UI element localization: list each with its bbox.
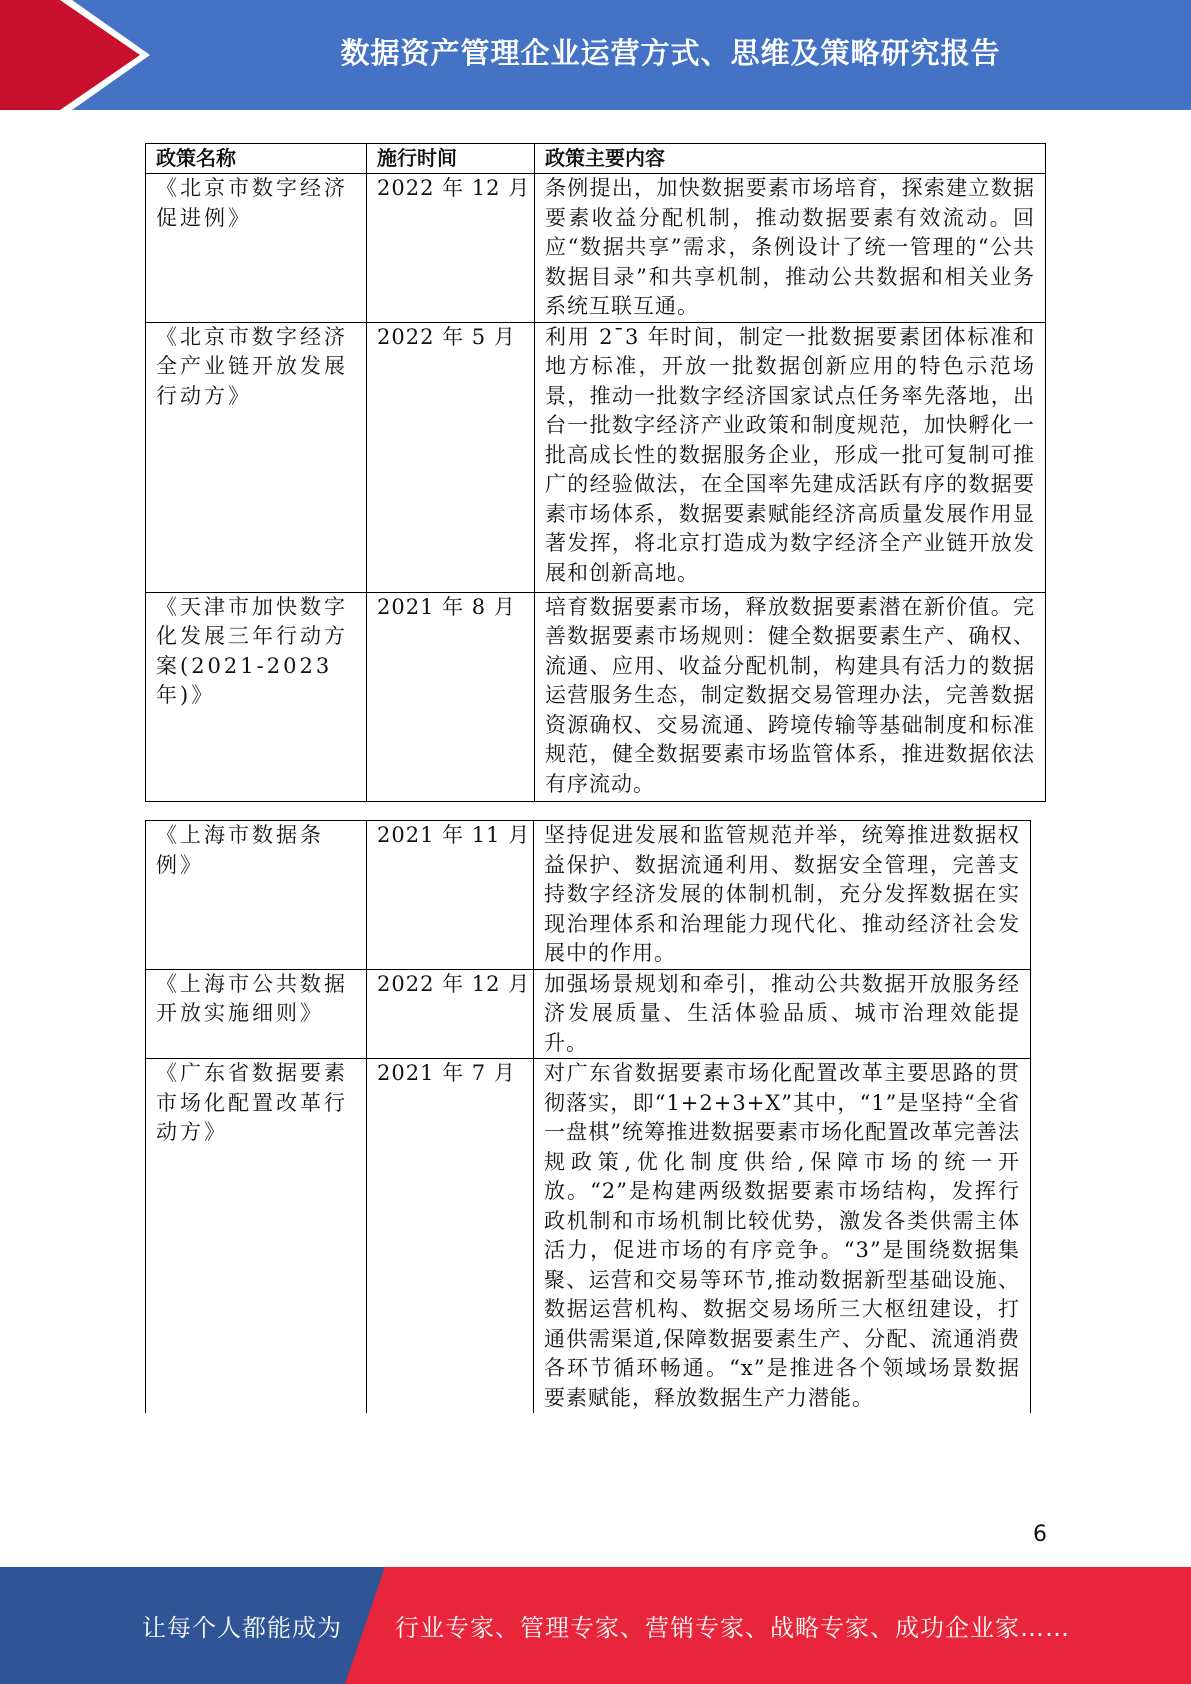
policy-name: 《天津市加快数字化发展三年行动方案(2021-2023 年)》 bbox=[146, 592, 367, 801]
policy-content: 加强场景规划和牵引，推动公共数据开放服务经济发展质量、生活体验品质、城市治理效能提升。 bbox=[534, 969, 1031, 1059]
page-number: 6 bbox=[1033, 1522, 1047, 1547]
policy-date: 2022 年 12 月 bbox=[367, 174, 535, 323]
table-row bbox=[146, 174, 1046, 323]
table-row bbox=[146, 821, 1031, 970]
header-main-content: 政策主要内容 bbox=[535, 144, 1046, 174]
policy-date: 2021 年 11 月 bbox=[367, 821, 534, 970]
policy-content: 条例提出，加快数据要素市场培育，探索建立数据要素收益分配机制，推动数据要素有效流动。回应“数据共享”需求，条例设计了统一管理的“公共数据目录”和共享机制，推动公共数据和相关业务系统互联互通。 bbox=[535, 174, 1046, 323]
policy-content: 对广东省数据要素市场化配置改革主要思路的贯彻落实，即“1+2+3+X”其中，“1”是坚持“全省一盘棋”统筹推进数据要素市场化配置改革完善法规政策,优化制度供给,保障市场的统一开放。“2”是构建两级数据要素市场结构，发挥行政机制和市场机制比较优势，激发各类供需主体活力，促进市场的有序竞争。“3”是围绕数据集聚、运营和交易等环节,推动数据新型基础设施、数据运营机构、数据交易场所三大枢纽建设，打通供需渠道,保障数据要素生产、分配、流通消费各环节循环畅通。“x”是推进各个领域场景数据要素赋能，释放数据生产力潜能。 bbox=[534, 1059, 1031, 1414]
policy-date: 2022 年 12 月 bbox=[367, 969, 534, 1059]
table-row bbox=[146, 592, 1046, 801]
table-header-row bbox=[146, 144, 1046, 174]
policy-name: 《北京市数字经济全产业链开放发展行动方》 bbox=[146, 322, 367, 592]
header-band bbox=[0, 0, 1191, 110]
policy-name: 《广东省数据要素市场化配置改革行动方》 bbox=[146, 1059, 367, 1414]
policy-table-2 bbox=[145, 820, 1031, 1413]
footer-slogan-right: 行业专家、管理专家、营销专家、战略专家、成功企业家…… bbox=[395, 1614, 1070, 1642]
header-chevron-icon bbox=[0, 0, 150, 110]
policy-table-1 bbox=[145, 143, 1046, 802]
table-row bbox=[146, 322, 1046, 592]
header-policy-name: 政策名称 bbox=[146, 144, 367, 174]
report-title: 数据资产管理企业运营方式、思维及策略研究报告 bbox=[340, 35, 1001, 70]
policy-name: 《上海市公共数据开放实施细则》 bbox=[146, 969, 367, 1059]
header-effective-date: 施行时间 bbox=[367, 144, 535, 174]
policy-name: 《上海市数据条例》 bbox=[146, 821, 367, 970]
policy-date: 2021 年 7 月 bbox=[367, 1059, 534, 1414]
footer-band bbox=[0, 1567, 1191, 1684]
policy-name: 《北京市数字经济促进例》 bbox=[146, 174, 367, 323]
table-row bbox=[146, 969, 1031, 1059]
footer-slogan-left: 让每个人都能成为 bbox=[142, 1614, 342, 1642]
table-row bbox=[146, 1059, 1031, 1414]
policy-content: 坚持促进发展和监管规范并举，统筹推进数据权益保护、数据流通利用、数据安全管理，完善支持数字经济发展的体制机制，充分发挥数据在实现治理体系和治理能力现代化、推动经济社会发展中的作用。 bbox=[534, 821, 1031, 970]
policy-content: 利用 2¯3 年时间，制定一批数据要素团体标准和地方标准，开放一批数据创新应用的特色示范场景，推动一批数字经济国家试点任务率先落地，出台一批数字经济产业政策和制度规范，加快孵化一批高成长性的数据服务企业，形成一批可复制可推广的经验做法，在全国率先建成活跃有序的数据要素市场体系，数据要素赋能经济高质量发展作用显著发挥，将北京打造成为数字经济全产业链开放发展和创新高地。 bbox=[535, 322, 1046, 592]
policy-date: 2021 年 8 月 bbox=[367, 592, 535, 801]
policy-content: 培育数据要素市场，释放数据要素潜在新价值。完善数据要素市场规则：健全数据要素生产、确权、流通、应用、收益分配机制，构建具有活力的数据运营服务生态，制定数据交易管理办法，完善数据资源确权、交易流通、跨境传输等基础制度和标准规范，健全数据要素市场监管体系，推进数据依法有序流动。 bbox=[535, 592, 1046, 801]
policy-date: 2022 年 5 月 bbox=[367, 322, 535, 592]
